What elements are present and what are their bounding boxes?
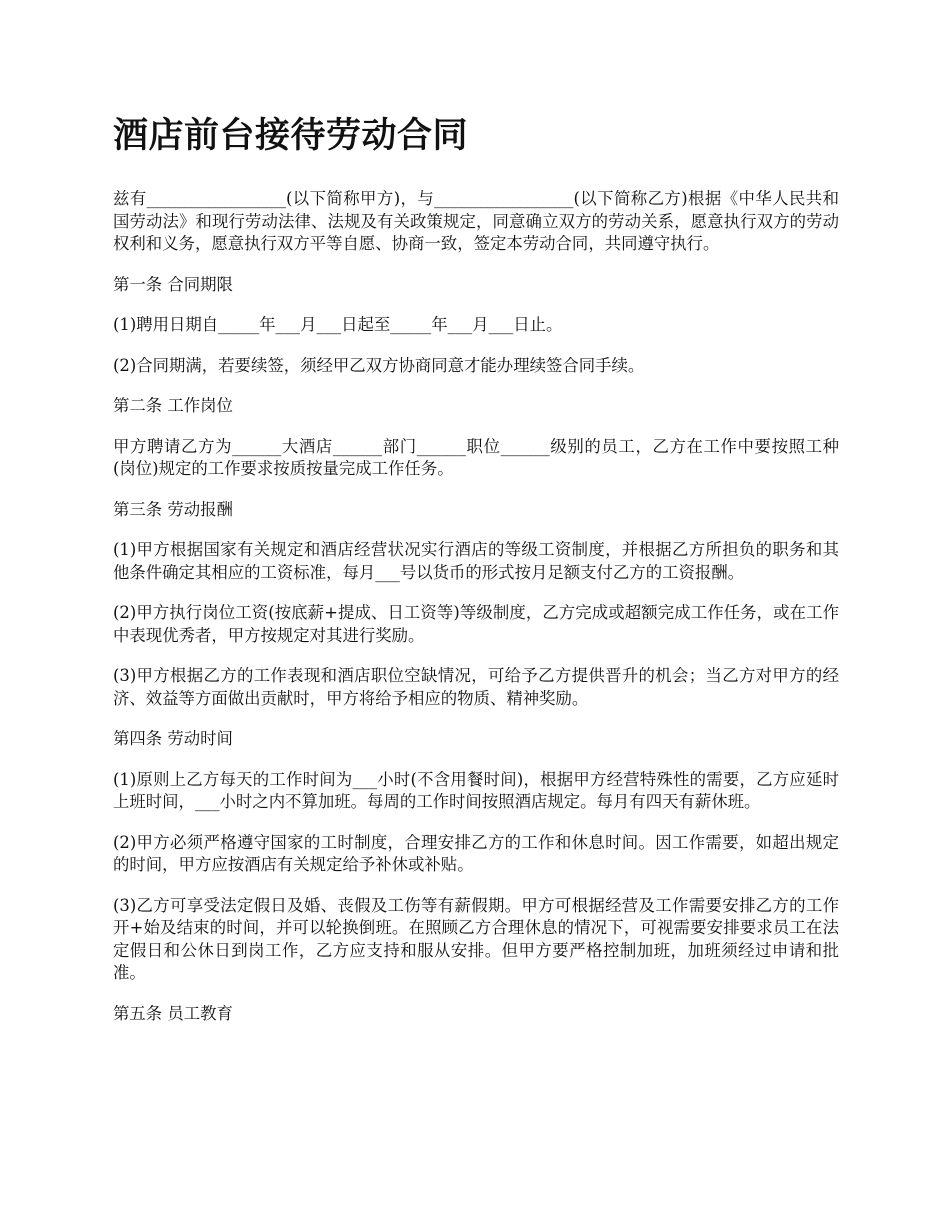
article-2-heading: 第二条 工作岗位 [113,396,233,415]
article-5-heading: 第五条 员工教育 [113,1003,233,1023]
intro-paragraph: 兹有_________________(以下简称甲方)，与_________________(以下简称乙方)根据《中华人民共和国劳动法》和现行劳动法律、法规及有关政策规定，同意确立双方的劳动关系，愿意执行双方的劳动权利和义务，愿意执行双方平等自愿、协商一致，签定本劳动合同，共同遵守执行。 [113,189,839,253]
document-title: 酒店前台接待劳动合同 [113,115,469,156]
article-4-clause-1: (1)原则上乙方每天的工作时间为___小时(不含用餐时间)，根据甲方经营特殊性的需要，乙方应延时上班时间，___小时之内不算加班。每周的工作时间按照酒店规定。每月有四天有薪休班。 [113,769,839,811]
article-4-clause-3: (3)乙方可享受法定假日及婚、丧假及工伤等有薪假期。甲方可根据经营及工作需要安排乙方的工作开+始及结束的时间，并可以轮换倒班。在照顾乙方合理休息的情况下，可视需要安排要求员工在法定假日和公休日到岗工作，乙方应支持和服从安排。但甲方要严格控制加班，加班须经过申请和批准。 [113,895,839,982]
article-2-body: 甲方聘请乙方为______大酒店______部门______职位______级别的员工，乙方在工作中要按照工种(岗位)规定的工作要求按质按量完成工作任务。 [113,436,839,478]
article-3-clause-3: (3)甲方根据乙方的工作表现和酒店职位空缺情况，可给予乙方提供晋升的机会；当乙方对甲方的经济、效益等方面做出贡献时，甲方将给予相应的物质、精神奖励。 [113,666,839,708]
article-1-heading: 第一条 合同期限 [113,274,233,294]
article-3-heading: 第三条 劳动报酬 [113,499,233,519]
article-1-clause-1: (1)聘用日期自_____年___月___日起至_____年___月___日止。 [113,315,563,334]
document-page [113,110,839,1043]
article-1-clause-2: (2)合同期满，若要续签，须经甲乙双方协商同意才能办理续签合同手续。 [113,355,645,375]
article-4-heading: 第四条 劳动时间 [113,729,233,748]
article-3-clause-1: (1)甲方根据国家有关规定和酒店经营状况实行酒店的等级工资制度，并根据乙方所担负的职务和其他条件确定其相应的工资标准，每月___号以货币的形式按月足额支付乙方的工资报酬。 [113,540,839,582]
article-3-clause-2: (2)甲方执行岗位工资(按底薪+提成、日工资等)等级制度，乙方完成或超额完成工作任务，或在工作中表现优秀者，甲方按规定对其进行奖励。 [113,603,839,645]
article-4-clause-2: (2)甲方必须严格遵守国家的工时制度，合理安排乙方的工作和休息时间。因工作需要，如超出规定的时间，甲方应按酒店有关规定给予补休或补贴。 [113,832,839,874]
